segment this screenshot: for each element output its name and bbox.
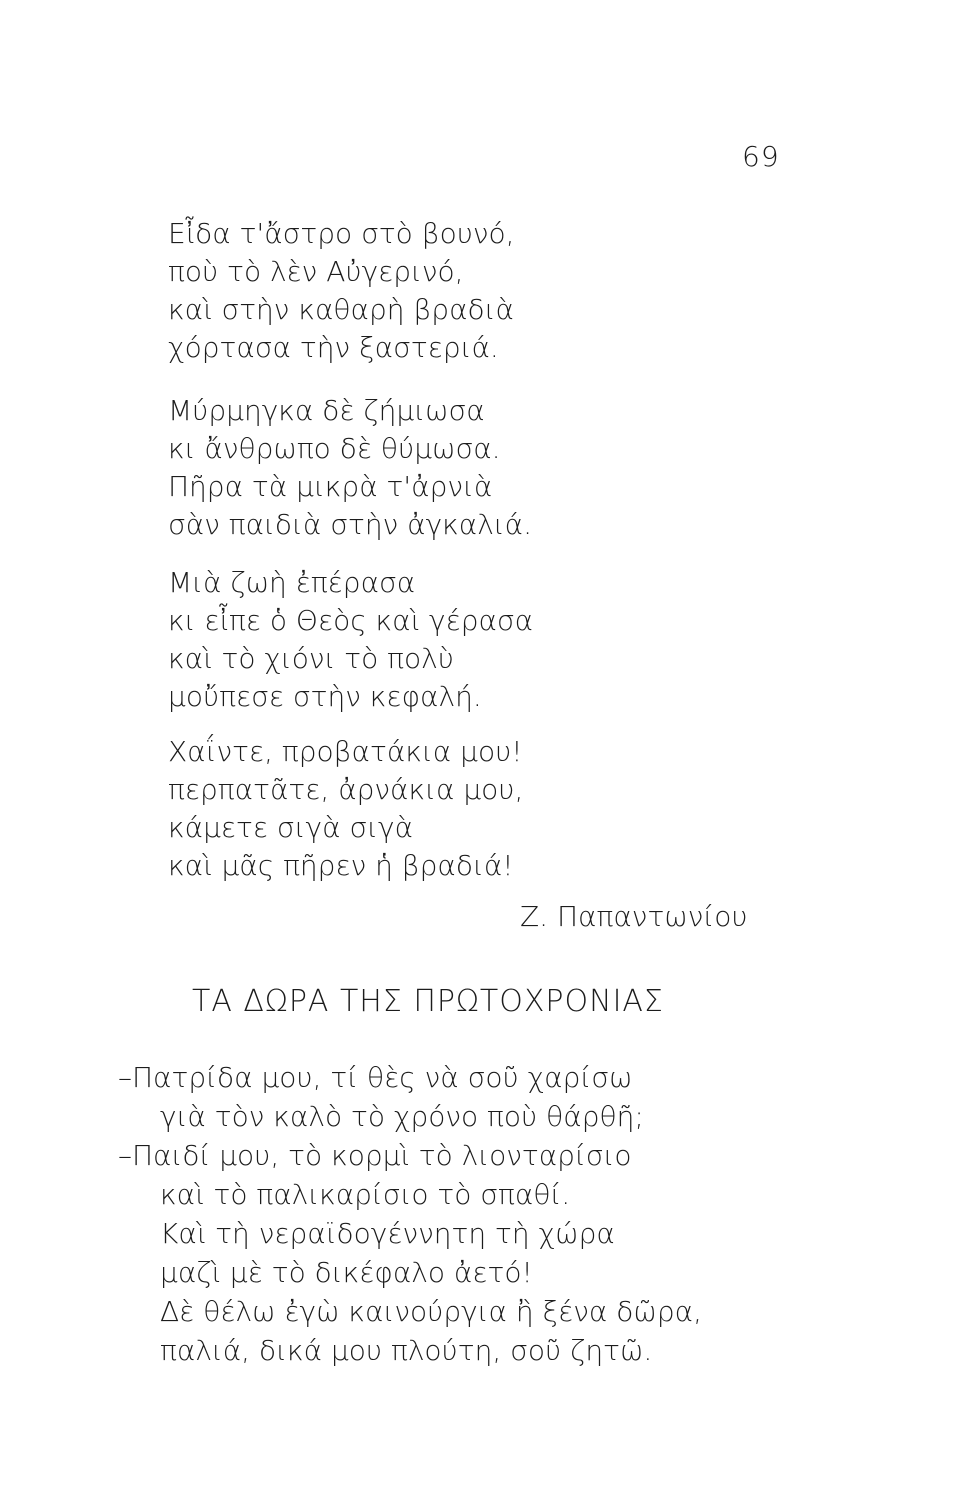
verse-line: γιὰ τὸν καλὸ τὸ χρόνο ποὺ θάρθῆ; (160, 1100, 644, 1133)
verse-line: σὰν παιδιὰ στὴν ἀγκαλιά. (168, 508, 532, 541)
verse-line: κι εἶπε ὁ Θεὸς καὶ γέρασα (168, 604, 534, 637)
poem-title: ΤΑ ΔΩΡΑ ΤΗΣ ΠΡΩΤΟΧΡΟΝΙΑΣ (192, 984, 664, 1019)
verse-line: Εἶδα τ'ἄστρο στὸ βουνό, (168, 217, 515, 250)
verse-line: μοὔπεσε στὴν κεφαλή. (168, 680, 482, 713)
verse-line: Μιὰ ζωὴ ἐπέρασα (168, 566, 416, 599)
poem2-body (118, 1058, 702, 1370)
verse-line: Δὲ θέλω ἐγὼ καινούργια ἢ ξένα δῶρα, (160, 1295, 702, 1328)
verse-line: Χαΐντε, προβατάκια μου! (168, 735, 523, 768)
verse-line: καὶ στὴν καθαρὴ βραδιὰ (168, 293, 514, 326)
poem-author: Ζ. Παπαντωνίου (520, 900, 748, 933)
verse-line: μαζὶ μὲ τὸ δικέφαλο ἀετό! (160, 1256, 533, 1289)
poem1-stanza-3 (168, 564, 533, 716)
verse-line: καὶ τὸ παλικαρίσιο τὸ σπαθί. (160, 1178, 571, 1211)
verse-line: Καὶ τὴ νεραϊδογέννητη τὴ χώρα (160, 1217, 615, 1250)
verse-line: χόρτασα τὴν ξαστεριά. (168, 331, 499, 364)
verse-line: –Παιδί μου, τὸ κορμὶ τὸ λιονταρίσιο (118, 1139, 632, 1172)
verse-line: παλιά, δικά μου πλούτη, σοῦ ζητῶ. (160, 1334, 653, 1367)
poem1-stanza-1 (168, 215, 515, 367)
verse-line: κάμετε σιγὰ σιγὰ (168, 811, 414, 844)
poem1-stanza-4 (168, 733, 523, 885)
verse-line: καὶ μᾶς πῆρεν ἡ βραδιά! (168, 849, 514, 882)
verse-line: Μύρμηγκα δὲ ζήμιωσα (168, 394, 485, 427)
verse-line: περπατᾶτε, ἀρνάκια μου, (168, 773, 524, 806)
verse-line: ποὺ τὸ λὲν Αὐγερινό, (168, 255, 464, 288)
verse-line: καὶ τὸ χιόνι τὸ πολὺ (168, 642, 454, 675)
verse-line: Πῆρα τὰ μικρὰ τ'ἀρνιὰ (168, 470, 493, 503)
page-number: 69 (742, 140, 780, 173)
poem1-stanza-2 (168, 392, 532, 544)
verse-line: –Πατρίδα μου, τί θὲς νὰ σοῦ χαρίσω (118, 1061, 633, 1094)
verse-line: κι ἄνθρωπο δὲ θύμωσα. (168, 432, 501, 465)
